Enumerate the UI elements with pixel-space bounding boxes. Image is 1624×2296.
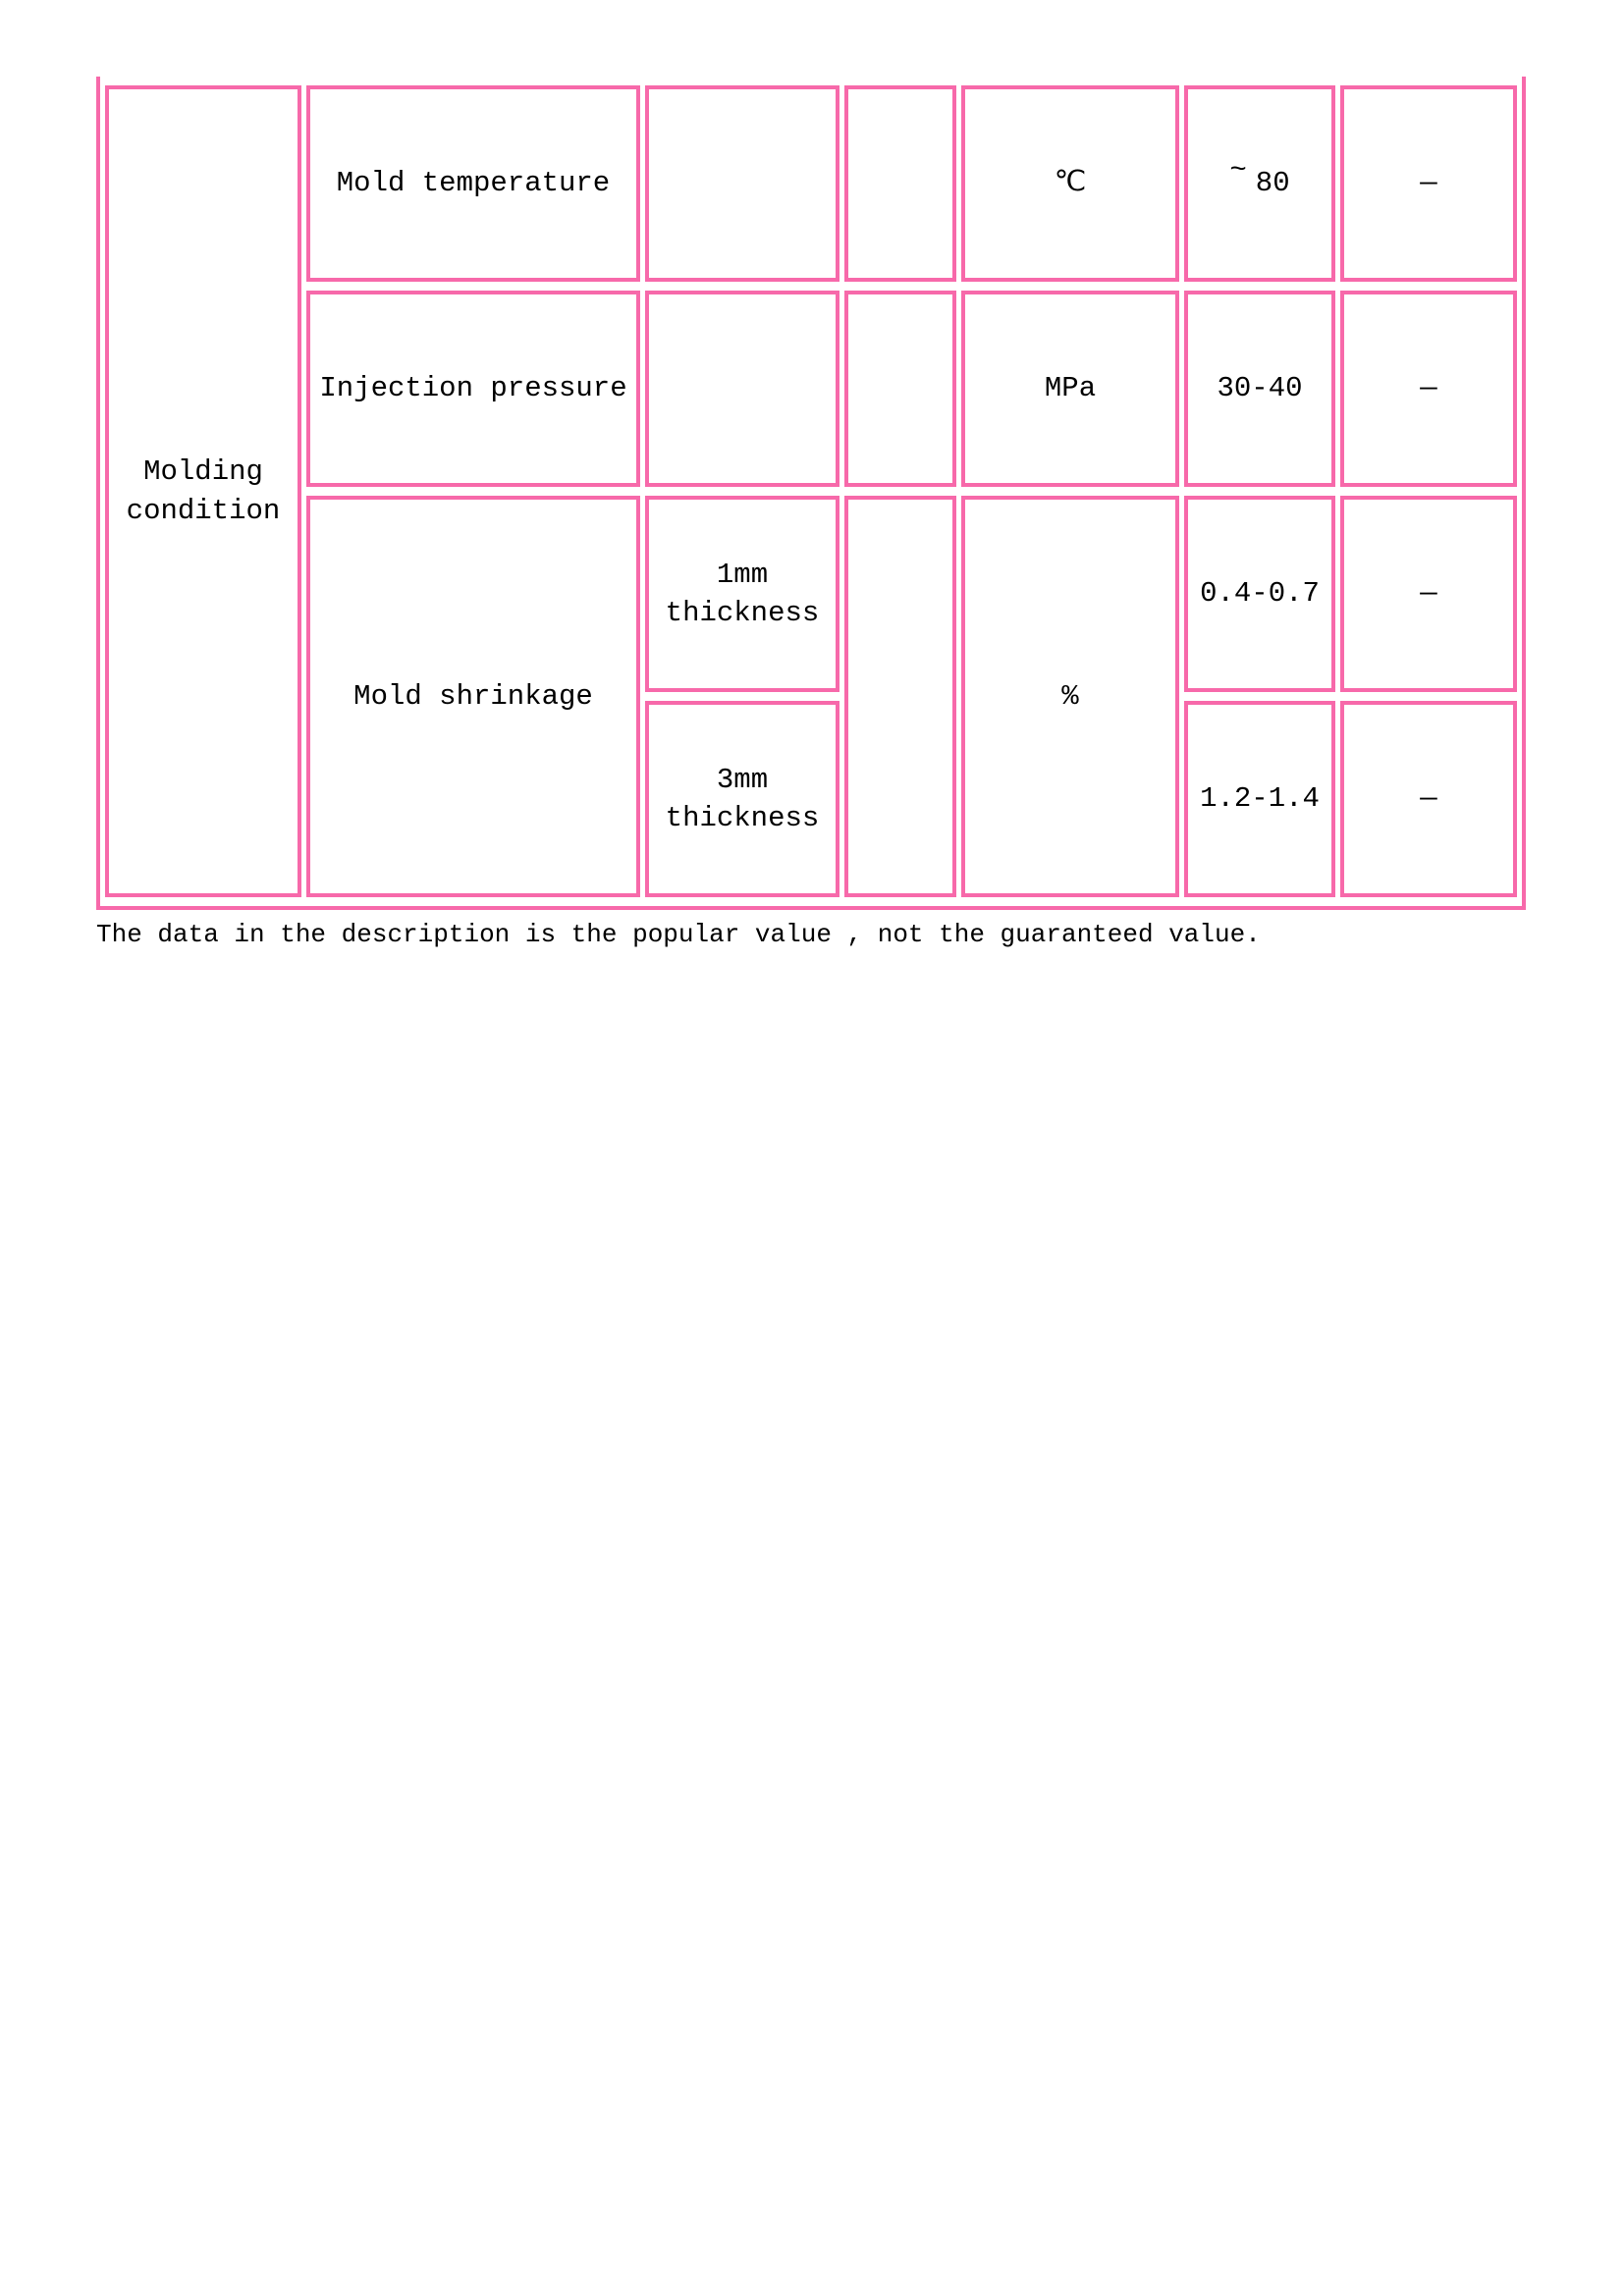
cell-dash: — [1340, 291, 1517, 487]
row-injection-pressure [105, 291, 1517, 487]
cell-value-mold-temperature [1184, 85, 1335, 282]
cell-empty [645, 85, 839, 282]
tilde-prefix: ~ [1229, 154, 1247, 187]
cell-value-injection-pressure: 30-40 [1184, 291, 1335, 487]
footnote-text: The data in the description is the popular value , not the guaranteed value. [96, 920, 1261, 949]
cell-property-mold-shrinkage: Mold shrinkage [306, 496, 640, 897]
cell-group-molding-condition: Molding condition [105, 85, 301, 897]
molding-condition-table [96, 77, 1526, 910]
document-page [0, 77, 1624, 2296]
cell-dash: — [1340, 85, 1517, 282]
cell-thickness-3mm: 3mm thickness [645, 701, 839, 897]
cell-dash: — [1340, 496, 1517, 692]
cell-value-shrinkage-3mm: 1.2-1.4 [1184, 701, 1335, 897]
cell-thickness-1mm: 1mm thickness [645, 496, 839, 692]
row-mold-shrinkage-1mm [105, 496, 1517, 692]
cell-empty [844, 496, 956, 897]
cell-dash: — [1340, 701, 1517, 897]
cell-empty [645, 291, 839, 487]
cell-empty [844, 85, 956, 282]
cell-unit-mpa: MPa [961, 291, 1179, 487]
row-mold-temperature [105, 85, 1517, 282]
cell-unit-celsius: ℃ [961, 85, 1179, 282]
cell-property-mold-temperature: Mold temperature [306, 85, 640, 282]
cell-value-shrinkage-1mm: 0.4-0.7 [1184, 496, 1335, 692]
cell-unit-percent: % [961, 496, 1179, 897]
cell-empty [844, 291, 956, 487]
cell-property-injection-pressure: Injection pressure [306, 291, 640, 487]
value-number: 80 [1255, 167, 1290, 200]
